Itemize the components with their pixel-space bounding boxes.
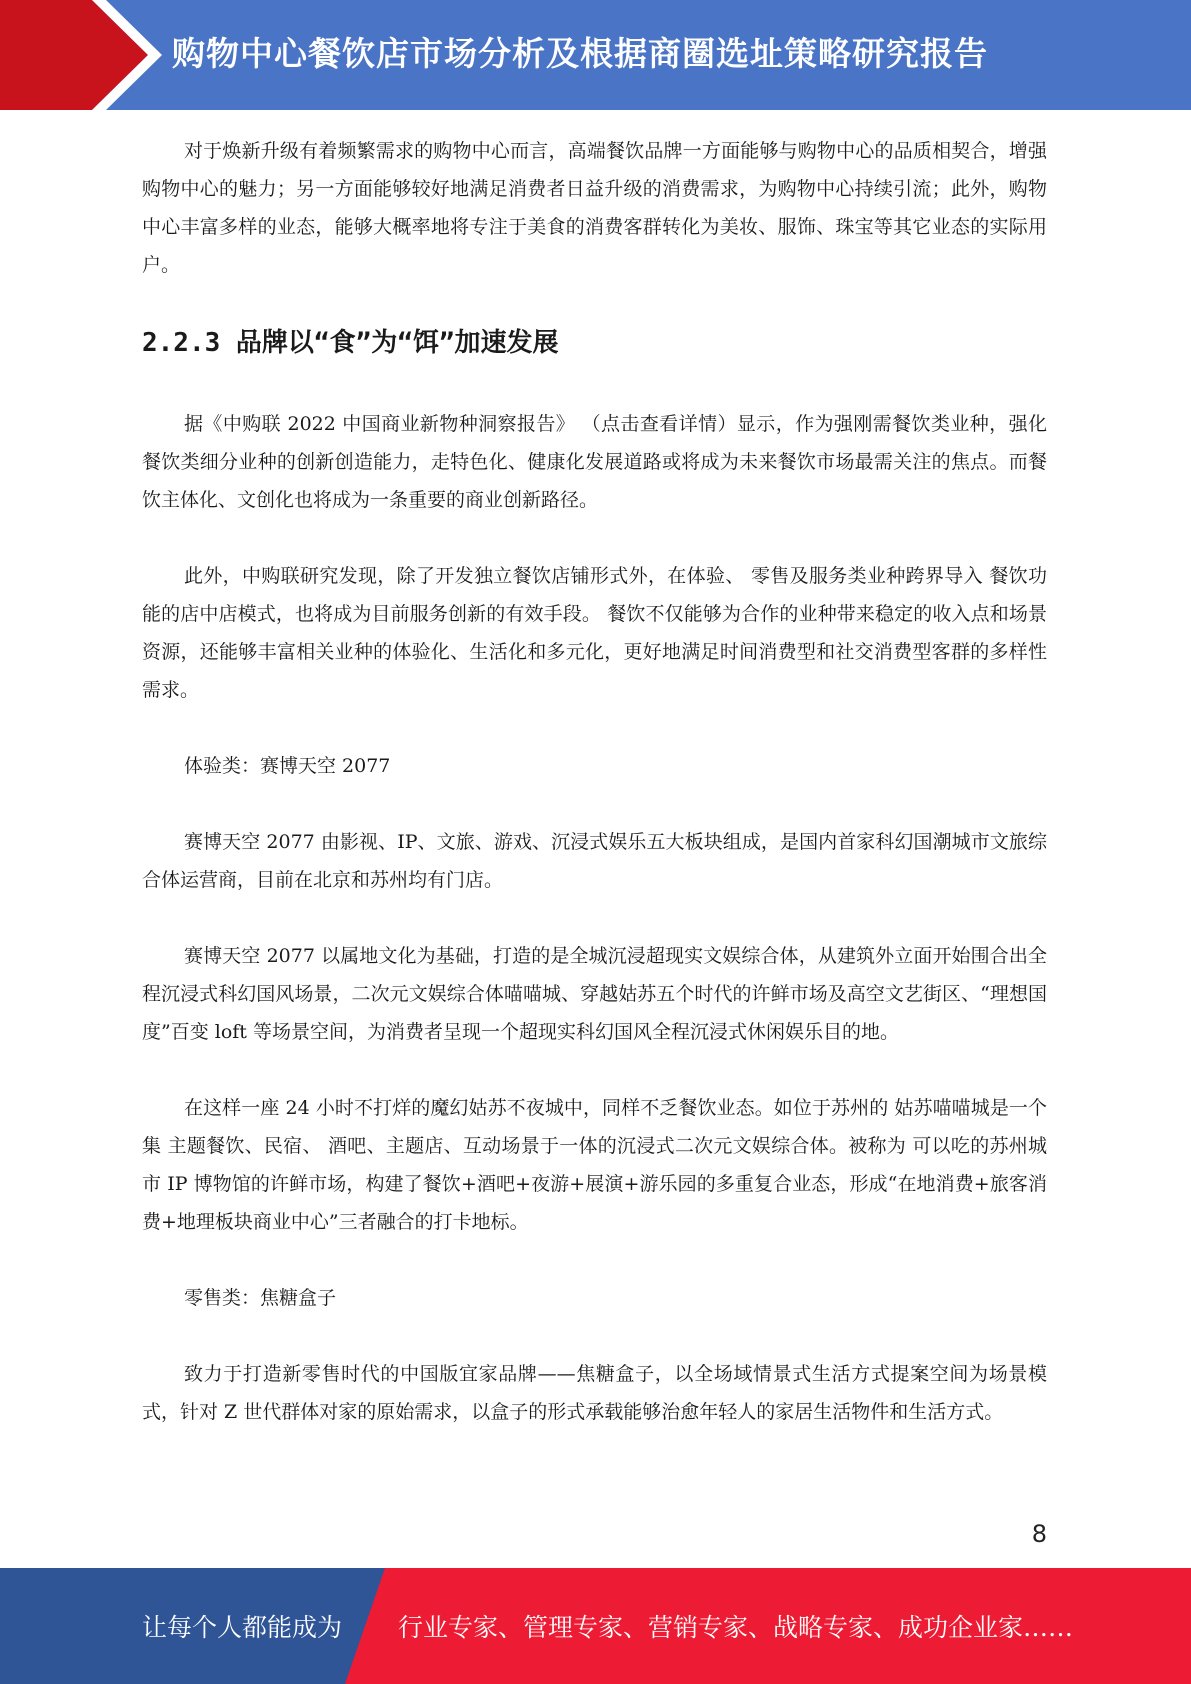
paragraph-gusu-dining: 在这样一座 24 小时不打烊的魔幻姑苏不夜城中，同样不乏餐饮业态。如位于苏州的 姑苏喵喵城是一个集 主题餐饮、民宿、 酒吧、主题店、互动场景于一体的沉浸式二次元文娱综合体。被称为 可以吃的苏州城市 IP 博物馆的许鲜市场，构建了餐饮+酒吧+夜游+展演+游乐园的多重复合业态，形成“在地消费+旅客消费+地理板块商业中心”三者融合的打卡地标。 [142, 1097, 1047, 1233]
paragraph-intro: 对于焕新升级有着频繁需求的购物中心而言，高端餐饮品牌一方面能够与购物中心的品质相契合，增强购物中心的魅力；另一方面能够较好地满足消费者日益升级的消费需求，为购物中心持续引流；此外，购物中心丰富多样的业态，能够大概率地将专注于美食的消费客群转化为美妆、服饰、珠宝等其它业态的实际用户。 [142, 140, 1047, 276]
header-red-arrow [0, 0, 160, 110]
paragraph-caramel-box: 致力于打造新零售时代的中国版宜家品牌——焦糖盒子，以全场域情景式生活方式提案空间为场景模式，针对 Z 世代群体对家的原始需求，以盒子的形式承载能够治愈年轻人的家居生活物件和生活方式。 [142, 1363, 1047, 1423]
paragraph-cyber-sky-intro: 赛博天空 2077 由影视、IP、文旅、游戏、沉浸式娱乐五大板块组成，是国内首家科幻国潮城市文旅综合体运营商，目前在北京和苏州均有门店。 [142, 831, 1047, 891]
page-content [142, 132, 1047, 1431]
paragraph-report-citation: 据《中购联 2022 中国商业新物种洞察报告》 （点击查看详情）显示，作为强刚需餐饮类业种，强化餐饮类细分业种的创新创造能力，走特色化、健康化发展道路或将成为未来餐饮市场最需关注的焦点。而餐饮主体化、文创化也将成为一条重要的商业创新路径。 [142, 413, 1047, 511]
paragraph-cyber-sky-detail: 赛博天空 2077 以属地文化为基础，打造的是全城沉浸超现实文娱综合体，从建筑外立面开始围合出全程沉浸式科幻国风场景，二次元文娱综合体喵喵城、穿越姑苏五个时代的许鲜市场及高空文艺街区、“理想国度”百变 loft 等场景空间，为消费者呈现一个超现实科幻国风全程沉浸式休闲娱乐目的地。 [142, 945, 1047, 1043]
page-footer [0, 1568, 1191, 1684]
paragraph-research-findings: 此外，中购联研究发现，除了开发独立餐饮店铺形式外，在体验、 零售及服务类业种跨界导入 餐饮功能的店中店模式，也将成为目前服务创新的有效手段。 餐饮不仅能够为合作的业种带来稳定的收入点和场景资源，还能够丰富相关业种的体验化、生活化和多元化，更好地满足时间消费型和社交消费型客群的多样性需求。 [142, 565, 1047, 701]
section-heading: 2.2.3 品牌以“食”为“饵”加速发展 [142, 328, 559, 358]
subheading-experience: 体验类：赛博天空 2077 [184, 755, 391, 777]
page-number: 8 [1031, 1520, 1047, 1548]
footer-slogan-right: 行业专家、管理专家、营销专家、战略专家、成功企业家…… [398, 1613, 1074, 1642]
footer-slogan-left: 让每个人都能成为 [142, 1613, 343, 1642]
subheading-retail: 零售类：焦糖盒子 [184, 1287, 337, 1309]
report-title: 购物中心餐饮店市场分析及根据商圈选址策略研究报告 [172, 34, 988, 73]
page-header [0, 0, 1191, 110]
